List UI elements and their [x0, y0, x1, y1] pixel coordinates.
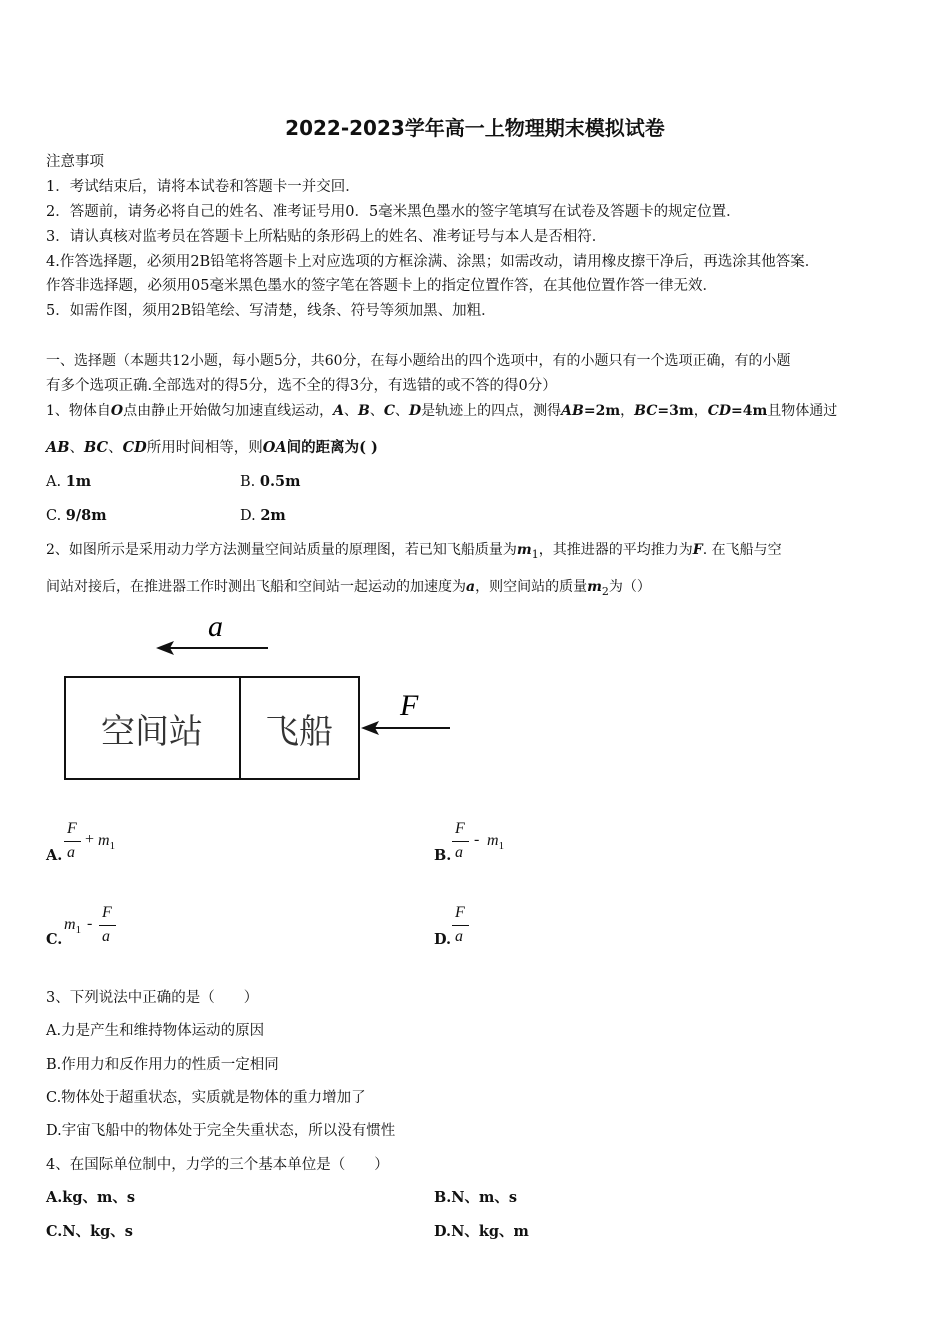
- q4-option-b: B.N、m、s: [434, 1189, 518, 1206]
- q3-option-c: C.物体处于超重状态，实质就是物体的重力增加了: [46, 1090, 366, 1106]
- q2-option-b-fraction-bar: [452, 841, 469, 842]
- q3-option-a: A.力是产生和维持物体运动的原因: [46, 1023, 265, 1039]
- section-heading-line2: 有多个选项正确.全部选对的得5分，选不全的得3分，有选错的或不答的得0分）: [46, 378, 557, 394]
- q2-option-b-den: a: [455, 844, 463, 861]
- q4-stem: 4、在国际单位制中，力学的三个基本单位是（ ）: [46, 1157, 389, 1173]
- q2-option-d-num: F: [455, 904, 465, 921]
- q2-option-a-num: F: [67, 820, 77, 837]
- q1-option-a: A. 1m: [46, 473, 92, 490]
- space-station-label: 空间站: [101, 712, 203, 752]
- section-heading-line1: 一、选择题（本题共12小题，每小题5分，共60分，在每小题给出的四个选项中，有的小题只有一个选项正确，有的小题: [46, 353, 791, 369]
- q2-figure: [50, 608, 470, 798]
- exam-title: 2022-2023学年高一上物理期末模拟试卷: [285, 116, 665, 140]
- q1-stem-line2: AB、BC、CD所用时间相等，则OA间的距离为( ): [46, 439, 378, 456]
- q2-option-c-op: -: [87, 915, 93, 932]
- q2-option-b-op: -: [474, 831, 480, 848]
- q2-option-c-num: F: [102, 904, 112, 921]
- q2-option-b-label: B.: [434, 847, 452, 864]
- force-label: F: [400, 689, 419, 722]
- notice-item-2: 2．答题前，请务必将自己的姓名、准考证号用0．5毫米黑色墨水的签字笔填写在试卷及答题卡的规定位置．: [46, 204, 741, 220]
- q3-option-d: D.宇宙飞船中的物体处于完全失重状态，所以没有惯性: [46, 1123, 396, 1139]
- notice-heading: 注意事项: [46, 154, 104, 170]
- q2-option-a-m: $m_1$: [98, 832, 116, 853]
- q2-stem-line1: 2、如图所示是采用动力学方法测量空间站质量的原理图，若已知飞船质量为$m_1$，其推进器的平均推力为F. 在飞船与空: [46, 542, 782, 561]
- q2-option-c-fraction-bar: [99, 925, 116, 926]
- q2-option-a-label: A.: [46, 847, 63, 864]
- acceleration-label: a: [208, 610, 223, 643]
- q2-option-b-num: F: [455, 820, 465, 837]
- q2-option-d-label: D.: [434, 931, 452, 948]
- q1-stem-line1: 1、物体自O点由静止开始做匀加速直线运动，A、B、C、D是轨迹上的四点，测得AB=2m，BC=3m，CD=4m且物体通过: [46, 403, 838, 419]
- q3-stem: 3、下列说法中正确的是（ ）: [46, 990, 259, 1006]
- notice-item-1: 1．考试结束后，请将本试卷和答题卡一并交回．: [46, 179, 360, 195]
- notice-item-5: 5．如需作图，须用2B铅笔绘、写清楚，线条、符号等须加黑、加粗．: [46, 303, 496, 319]
- q4-option-d: D.N、kg、m: [434, 1223, 529, 1240]
- notice-item-4-cont: 作答非选择题，必须用05毫米黑色墨水的签字笔在答题卡上的指定位置作答，在其他位置作答一律无效．: [46, 278, 717, 294]
- q2-option-b-m: $m_1$: [487, 832, 505, 853]
- q4-option-c: C.N、kg、s: [46, 1223, 133, 1240]
- q4-option-a: A.kg、m、s: [46, 1189, 135, 1206]
- q2-option-c-m: $m_1$: [64, 916, 82, 937]
- q2-stem-line2: 间站对接后，在推进器工作时测出飞船和空间站一起运动的加速度为a，则空间站的质量$m_2$为（）: [46, 579, 651, 598]
- notice-item-4: 4.作答选择题，必须用2B铅笔将答题卡上对应选项的方框涂满、涂黑；如需改动，请用橡皮擦干净后，再选涂其他答案．: [46, 254, 820, 270]
- q2-option-d-den: a: [455, 928, 463, 945]
- q1-option-b: B. 0.5m: [240, 473, 301, 490]
- spaceship-label: 飞船: [265, 712, 333, 752]
- q2-option-d-fraction-bar: [452, 925, 469, 926]
- q2-option-c-label: C.: [46, 931, 63, 948]
- q2-option-a-den: a: [67, 844, 75, 861]
- q2-option-a-op: +: [85, 831, 95, 848]
- q1-option-d: D. 2m: [240, 507, 286, 524]
- q3-option-b: B.作用力和反作用力的性质一定相同: [46, 1057, 279, 1073]
- q1-option-c: C. 9/8m: [46, 507, 107, 524]
- q2-option-c-den: a: [102, 928, 110, 945]
- notice-item-3: 3．请认真核对监考员在答题卡上所粘贴的条形码上的姓名、准考证号与本人是否相符．: [46, 229, 607, 245]
- q2-option-a-fraction-bar: [64, 841, 81, 842]
